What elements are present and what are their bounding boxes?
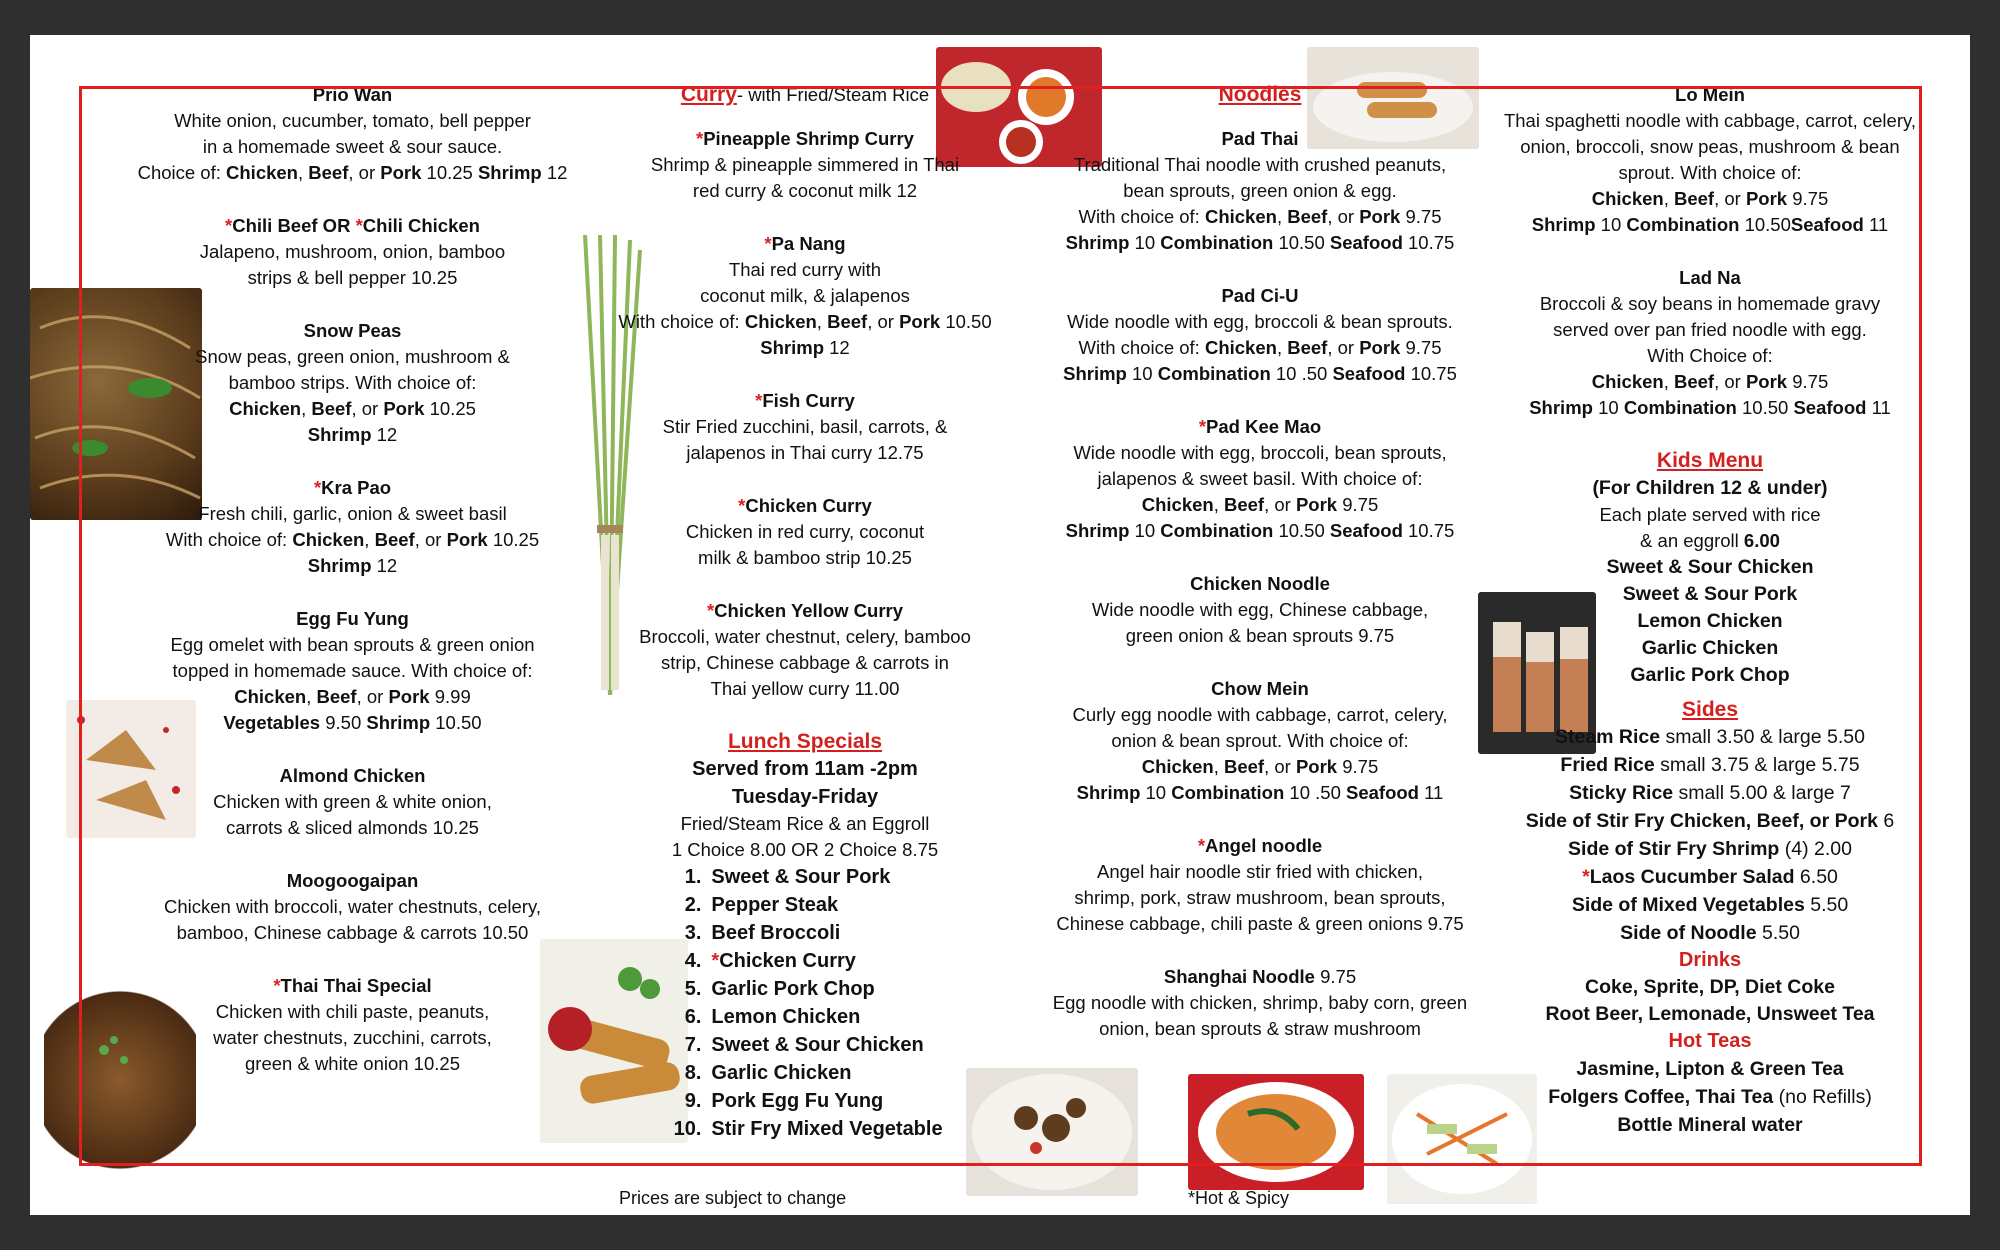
item-choice: With choice of: Chicken, Beef, or Pork 10.25 [165, 529, 540, 550]
item-name: Egg Fu Yung [296, 608, 409, 629]
item-name: Almond Chicken [279, 765, 426, 786]
lunch-days: Tuesday-Friday [731, 786, 879, 808]
lunch-special-item [667, 1003, 942, 1031]
side-item [1490, 891, 1930, 919]
kids-menu-sub: (For Children 12 & under) [1592, 477, 1828, 499]
lunch-special-number: 4. [684, 950, 702, 972]
teas-line: Bottle Mineral water [1617, 1114, 1803, 1136]
menu-item-kra-pao [130, 475, 575, 579]
side-name: Steam Rice [1554, 726, 1661, 748]
side-price: small 5.00 & large 7 [1673, 782, 1851, 804]
kids-menu-item: Garlic Chicken [1641, 637, 1779, 659]
item-choice: Chicken, Beef, or Pork 9.75 [1591, 188, 1829, 209]
lunch-special-name: Garlic Chicken [711, 1062, 852, 1084]
item-combo: Shrimp 10 Combination 10 .50 Seafood 10.75 [1063, 363, 1457, 384]
item-desc: Shrimp & pineapple simmered in Thai [650, 154, 960, 175]
lunch-special-name: Pork Egg Fu Yung [711, 1090, 884, 1112]
item-desc: Snow peas, green onion, mushroom & [195, 346, 510, 367]
item-desc: Angel hair noodle stir fried with chicken, [1097, 861, 1423, 882]
item-desc: With Choice of: [1647, 345, 1773, 366]
item-desc: green & white onion 10.25 [245, 1053, 460, 1074]
lunch-special-name: Lemon Chicken [711, 1006, 861, 1028]
kids-menu-title: Kids Menu [1656, 449, 1764, 472]
item-desc: Thai red curry with [728, 259, 882, 280]
item-desc: onion, bean sprouts & straw mushroom [1099, 1018, 1421, 1039]
side-item [1490, 723, 1930, 751]
lunch-special-number: 3. [684, 922, 702, 944]
item-choice: Choice of: Chicken, Beef, or Pork 10.25 Shrimp 12 [137, 162, 568, 183]
side-item [1490, 807, 1930, 835]
lunch-special-item [667, 975, 942, 1003]
item-desc: Chicken with chili paste, peanuts, [215, 1001, 490, 1022]
spicy-star: * [1582, 866, 1590, 888]
item-desc: served over pan fried noodle with egg. [1553, 319, 1867, 340]
item-choice: Chicken, Beef, or Pork 9.75 [1141, 494, 1379, 515]
item-choice: Chicken, Beef, or Pork 9.75 [1591, 371, 1829, 392]
kids-menu-item: Sweet & Sour Chicken [1606, 556, 1814, 578]
menu-item-angel-noodle [1035, 833, 1485, 937]
item-desc: Egg omelet with bean sprouts & green onion [170, 634, 535, 655]
item-desc: onion & bean sprout. With choice of: [1111, 730, 1409, 751]
item-name: Snow Peas [303, 320, 402, 341]
kids-menu-list [1490, 554, 1930, 689]
item-name: Shanghai Noodle 9.75 [1163, 966, 1357, 987]
item-desc: green onion & bean sprouts 9.75 [1125, 625, 1395, 646]
menu-column-4 [1490, 82, 1930, 1139]
lunch-special-item [667, 1087, 942, 1115]
item-desc: in a homemade sweet & sour sauce. [202, 136, 503, 157]
lunch-specials-list [667, 863, 942, 1143]
item-desc: Wide noodle with egg, broccoli, bean sprouts, [1073, 442, 1447, 463]
lunch-special-item [667, 947, 942, 975]
menu-item-almond-chicken [130, 763, 575, 841]
item-desc: Jalapeno, mushroom, onion, bamboo [199, 241, 506, 262]
item-name: Pad Ci-U [1221, 285, 1299, 306]
menu-column-1 [130, 82, 575, 1104]
item-choice: Chicken, Beef, or Pork 10.25 [229, 398, 476, 419]
item-choice: Chicken, Beef, or Pork 9.99 [234, 686, 471, 707]
teas-line: Folgers Coffee, Thai Tea (no Refills) [1548, 1086, 1872, 1108]
item-desc: Thai yellow curry 11.00 [710, 678, 900, 699]
side-price: 5.50 [1804, 894, 1849, 916]
side-price: small 3.75 & large 5.75 [1654, 754, 1860, 776]
menu-item-shanghai-noodle [1035, 964, 1485, 1042]
item-name: Lad Na [1679, 267, 1741, 288]
menu-item-pad-ciu [1035, 283, 1485, 387]
item-name: *Chili Beef OR *Chili Chicken [225, 215, 480, 236]
lunch-special-number: 9. [684, 1090, 702, 1112]
hot-teas-section [1490, 1028, 1930, 1139]
side-item [1490, 919, 1930, 947]
item-name: *Angel noodle [1197, 835, 1323, 856]
lunch-special-name: Sweet & Sour Pork [711, 866, 891, 888]
lunch-specials-title: Lunch Specials [727, 730, 883, 753]
item-shrimp: Shrimp 12 [760, 337, 850, 358]
menu-item-chili [130, 213, 575, 291]
lunch-special-item [667, 1031, 942, 1059]
side-name: Fried Rice [1560, 754, 1655, 776]
kids-menu-item: Sweet & Sour Pork [1622, 583, 1798, 605]
item-name: *Chicken Yellow Curry [706, 600, 904, 621]
lunch-special-name: Chicken Curry [719, 950, 856, 972]
item-combo: Shrimp 10 Combination 10.50 Seafood 10.75 [1065, 520, 1455, 541]
item-name: Pad Thai [1221, 128, 1299, 149]
item-choice: With choice of: Chicken, Beef, or Pork 9.75 [1078, 206, 1442, 227]
kids-line2: & an eggroll 6.00 [1640, 530, 1780, 551]
lunch-special-number: 5. [684, 978, 702, 1000]
item-combo: Shrimp 10 Combination 10 .50 Seafood 11 [1076, 782, 1444, 803]
lunch-pricing: 1 Choice 8.00 OR 2 Choice 8.75 [671, 839, 939, 860]
lunch-special-item [667, 863, 942, 891]
item-name: *Chicken Curry [738, 495, 872, 516]
lunch-special-name: Garlic Pork Chop [711, 978, 875, 1000]
item-desc: Chicken in red curry, coconut [685, 521, 925, 542]
lunch-special-item [667, 1115, 942, 1143]
drinks-line: Root Beer, Lemonade, Unsweet Tea [1545, 1003, 1875, 1025]
side-price: 6.50 [1794, 866, 1838, 888]
lunch-special-number: 6. [684, 1006, 702, 1028]
lunch-includes: Fried/Steam Rice & an Eggroll [680, 813, 930, 834]
item-desc: topped in homemade sauce. With choice of: [172, 660, 533, 681]
drinks-section [1490, 947, 1930, 1028]
item-name: *Pa Nang [764, 233, 846, 254]
menu-item-pineapple-curry [610, 126, 1000, 204]
kids-line1: Each plate served with rice [1599, 504, 1821, 525]
item-desc: White onion, cucumber, tomato, bell pepper [174, 110, 531, 131]
item-desc: jalapenos in Thai curry 12.75 [686, 442, 924, 463]
kids-menu [1490, 448, 1930, 689]
kids-menu-item: Garlic Pork Chop [1630, 664, 1790, 686]
lunch-special-name: Stir Fry Mixed Vegetable [711, 1118, 943, 1140]
menu-item-pa-nang [610, 231, 1000, 361]
lunch-special-number: 2. [684, 894, 702, 916]
drinks-title: Drinks [1678, 949, 1742, 971]
side-name: Side of Mixed Vegetables [1571, 894, 1805, 916]
kids-menu-item: Lemon Chicken [1637, 610, 1783, 632]
item-desc: strips & bell pepper 10.25 [247, 267, 458, 288]
prices-disclaimer: Prices are subject to change [619, 1188, 847, 1208]
menu-item-fish-curry [610, 388, 1000, 466]
item-desc: Stir Fried zucchini, basil, carrots, & [662, 416, 948, 437]
item-name: *Kra Pao [313, 477, 392, 498]
item-shrimp: Shrimp 12 [307, 555, 398, 576]
menu-item-moogoogaipan [130, 868, 575, 946]
menu-item-chow-mein [1035, 676, 1485, 806]
item-desc: shrimp, pork, straw mushroom, bean sprouts, [1074, 887, 1446, 908]
item-desc: Chicken with green & white onion, [213, 791, 492, 812]
hot-spicy-note: *Hot & Spicy [1188, 1188, 1290, 1208]
drinks-line: Coke, Sprite, DP, Diet Coke [1585, 976, 1835, 998]
item-choice: With choice of: Chicken, Beef, or Pork 9.75 [1078, 337, 1442, 358]
item-desc: bean sprouts, green onion & egg. [1123, 180, 1397, 201]
item-choice: Chicken, Beef, or Pork 9.75 [1141, 756, 1379, 777]
lunch-special-name: Sweet & Sour Chicken [711, 1034, 924, 1056]
sides-list [1490, 723, 1930, 947]
lunch-special-name: Pepper Steak [711, 894, 839, 916]
sides-section [1490, 697, 1930, 947]
item-desc: strip, Chinese cabbage & carrots in [661, 652, 949, 673]
item-desc: Curly egg noodle with cabbage, carrot, celery, [1072, 704, 1448, 725]
item-desc: onion, broccoli, snow peas, mushroom & bean [1520, 136, 1900, 157]
item-desc: bamboo strips. With choice of: [228, 372, 477, 393]
curry-section-title: Curry- with Fried/Steam Rice [680, 83, 930, 106]
side-price: 5.50 [1756, 922, 1800, 944]
item-desc: Egg noodle with chicken, shrimp, baby corn, green [1052, 992, 1468, 1013]
spicy-star: * [711, 950, 720, 972]
item-desc: water chestnuts, zucchini, carrots, [213, 1027, 492, 1048]
item-desc: bamboo, Chinese cabbage & carrots 10.50 [176, 922, 529, 943]
side-item [1490, 863, 1930, 891]
lunch-specials [610, 729, 1000, 1143]
item-desc: coconut milk, & jalapenos [700, 285, 910, 306]
item-combo: Shrimp 10 Combination 10.50 Seafood 10.75 [1065, 232, 1455, 253]
noodles-section-title: Noodles [1218, 83, 1302, 106]
item-desc: Wide noodle with egg, broccoli & bean sprouts. [1067, 311, 1453, 332]
item-veg: Vegetables 9.50 Shrimp 10.50 [223, 712, 482, 733]
item-name: *Fish Curry [755, 390, 855, 411]
menu-item-prio-wan [130, 82, 575, 186]
lunch-special-number: 7. [684, 1034, 702, 1056]
menu-item-snow-peas [130, 318, 575, 448]
item-desc: sprout. With choice of: [1618, 162, 1802, 183]
side-item [1490, 751, 1930, 779]
menu-item-chicken-noodle [1035, 571, 1485, 649]
item-combo: Shrimp 10 Combination 10.50 Seafood 11 [1529, 397, 1891, 418]
item-choice: With choice of: Chicken, Beef, or Pork 10.50 [618, 311, 992, 332]
item-desc: Fresh chili, garlic, onion & sweet basil [198, 503, 507, 524]
side-name: Side of Noodle [1620, 922, 1757, 944]
item-desc: milk & bamboo strip 10.25 [698, 547, 912, 568]
menu-item-lad-na [1490, 265, 1930, 421]
item-desc: Traditional Thai noodle with crushed peanuts, [1073, 154, 1447, 175]
item-name: *Thai Thai Special [273, 975, 432, 996]
lunch-special-item [667, 891, 942, 919]
item-desc: Chinese cabbage, chili paste & green onions 9.75 [1056, 913, 1464, 934]
teas-line: Jasmine, Lipton & Green Tea [1576, 1058, 1844, 1080]
curry-bowl-photo [1188, 1074, 1364, 1190]
menu-item-thai-special [130, 973, 575, 1077]
side-name: Side of Stir Fry Chicken, Beef, or Pork [1525, 810, 1878, 832]
item-desc: carrots & sliced almonds 10.25 [226, 817, 479, 838]
item-desc: Broccoli, water chestnut, celery, bamboo [639, 626, 971, 647]
item-shrimp: Shrimp 12 [307, 424, 398, 445]
menu-item-egg-fu-yung [130, 606, 575, 736]
sides-title: Sides [1681, 698, 1739, 721]
side-price: (4) 2.00 [1779, 838, 1852, 860]
hot-teas-title: Hot Teas [1668, 1030, 1752, 1052]
menu-item-pad-thai [1035, 126, 1485, 256]
menu-item-lo-mein [1490, 82, 1930, 238]
item-name: Moogoogaipan [286, 870, 419, 891]
menu-item-yellow-curry [610, 598, 1000, 702]
side-item [1490, 779, 1930, 807]
item-desc: jalapenos & sweet basil. With choice of: [1097, 468, 1423, 489]
item-name: *Pad Kee Mao [1198, 416, 1322, 437]
item-name: Chow Mein [1211, 678, 1309, 699]
lunch-special-number: 1. [684, 866, 702, 888]
side-price: small 3.50 & large 5.50 [1660, 726, 1865, 748]
lunch-hours: Served from 11am -2pm [692, 758, 918, 780]
lunch-special-name: Beef Broccoli [711, 922, 841, 944]
item-desc: Broccoli & soy beans in homemade gravy [1539, 293, 1881, 314]
item-desc: red curry & coconut milk 12 [692, 180, 918, 201]
lunch-special-number: 8. [684, 1062, 702, 1084]
item-desc: Thai spaghetti noodle with cabbage, carrot, celery, [1503, 110, 1917, 131]
menu-item-chicken-curry [610, 493, 1000, 571]
item-combo: Shrimp 10 Combination 10.50Seafood 11 [1531, 214, 1889, 235]
item-name: Chicken Noodle [1190, 573, 1330, 594]
menu-column-2 [610, 82, 1000, 1143]
item-desc: Wide noodle with egg, Chinese cabbage, [1091, 599, 1429, 620]
lunch-special-item [667, 919, 942, 947]
side-price: 6 [1877, 810, 1895, 832]
item-name: *Pineapple Shrimp Curry [696, 128, 914, 149]
lunch-special-number: 10. [673, 1118, 702, 1140]
item-name: Prio Wan [312, 84, 393, 105]
side-name: Laos Cucumber Salad [1589, 866, 1795, 888]
item-desc: Chicken with broccoli, water chestnuts, celery, [163, 896, 541, 917]
menu-column-3 [1035, 82, 1485, 1069]
item-name: Lo Mein [1675, 84, 1745, 105]
menu-item-pad-kee-mao [1035, 414, 1485, 544]
side-name: Side of Stir Fry Shrimp [1568, 838, 1780, 860]
side-name: Sticky Rice [1569, 782, 1674, 804]
lunch-special-item [667, 1059, 942, 1087]
side-item [1490, 835, 1930, 863]
